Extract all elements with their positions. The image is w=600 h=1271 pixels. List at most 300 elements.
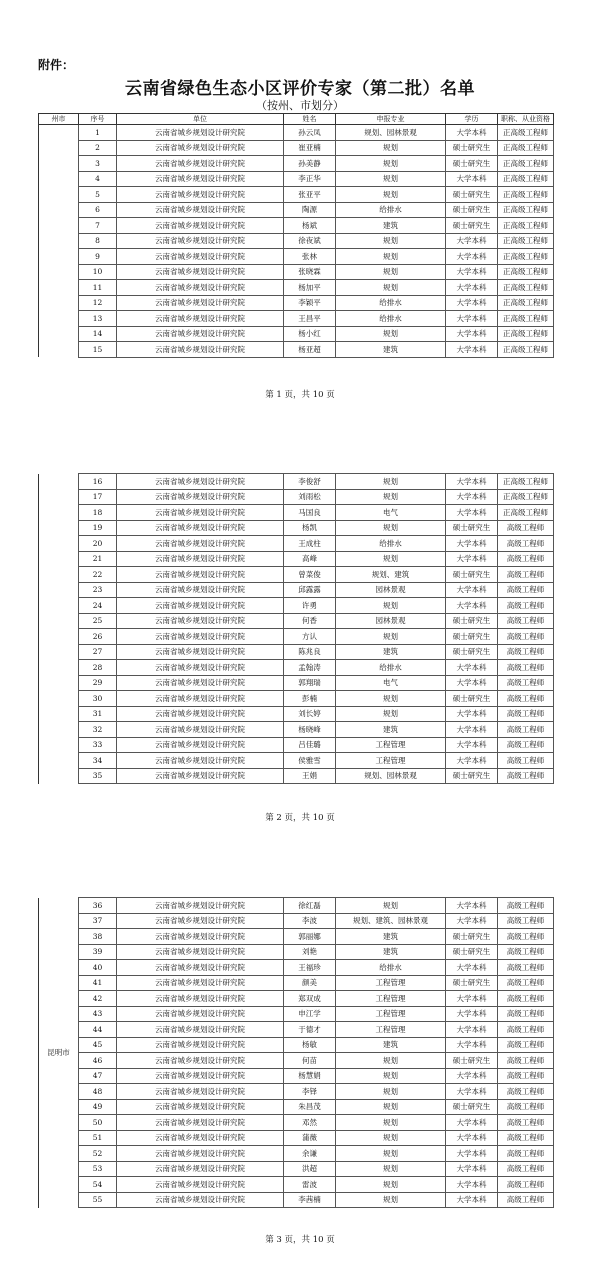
table-row	[39, 249, 554, 265]
seq-cell: 39	[79, 944, 117, 960]
name-cell: 彭楠	[284, 691, 336, 707]
education-cell: 硕士研究生	[446, 567, 498, 583]
title-cell: 正高级工程师	[498, 156, 554, 172]
major-cell: 建筑	[336, 342, 446, 358]
major-cell: 建筑	[336, 1037, 446, 1053]
name-cell: 蒲薇	[284, 1130, 336, 1146]
education-cell: 硕士研究生	[446, 644, 498, 660]
name-cell: 曾菜俊	[284, 567, 336, 583]
unit-cell: 云南省城乡规划设计研究院	[117, 171, 284, 187]
unit-cell: 云南省城乡规划设计研究院	[117, 613, 284, 629]
major-cell: 给排水	[336, 311, 446, 327]
seq-cell: 51	[79, 1130, 117, 1146]
seq-cell: 3	[79, 156, 117, 172]
title-cell: 高级工程师	[498, 898, 554, 914]
education-cell: 大学本科	[446, 598, 498, 614]
name-cell: 许勇	[284, 598, 336, 614]
education-cell: 大学本科	[446, 991, 498, 1007]
title-cell: 正高级工程师	[498, 249, 554, 265]
name-cell: 孙美静	[284, 156, 336, 172]
name-cell: 王成柱	[284, 536, 336, 552]
seq-cell: 16	[79, 474, 117, 490]
name-cell: 郑双成	[284, 991, 336, 1007]
seq-cell: 8	[79, 233, 117, 249]
table-row	[39, 1115, 554, 1131]
seq-cell: 20	[79, 536, 117, 552]
major-cell: 规划	[336, 520, 446, 536]
seq-cell: 11	[79, 280, 117, 296]
major-cell: 规划	[336, 898, 446, 914]
header-major: 申报专业	[336, 114, 446, 125]
unit-cell: 云南省城乡规划设计研究院	[117, 1115, 284, 1131]
unit-cell: 云南省城乡规划设计研究院	[117, 675, 284, 691]
table-row	[39, 629, 554, 645]
title-cell: 正高级工程师	[498, 326, 554, 342]
name-cell: 李茜楠	[284, 1192, 336, 1208]
title-cell: 高级工程师	[498, 1161, 554, 1177]
major-cell: 园林景观	[336, 613, 446, 629]
major-cell: 规划	[336, 1053, 446, 1069]
seq-cell: 21	[79, 551, 117, 567]
major-cell: 规划	[336, 706, 446, 722]
seq-cell: 28	[79, 660, 117, 676]
page-2-table-block	[38, 473, 553, 784]
education-cell: 硕士研究生	[446, 520, 498, 536]
name-cell: 颜美	[284, 975, 336, 991]
education-cell: 硕士研究生	[446, 202, 498, 218]
unit-cell: 云南省城乡规划设计研究院	[117, 753, 284, 769]
seq-cell: 32	[79, 722, 117, 738]
education-cell: 大学本科	[446, 737, 498, 753]
unit-cell: 云南省城乡规划设计研究院	[117, 1161, 284, 1177]
unit-cell: 云南省城乡规划设计研究院	[117, 629, 284, 645]
name-cell: 侯雅雪	[284, 753, 336, 769]
education-cell: 大学本科	[446, 1068, 498, 1084]
seq-cell: 25	[79, 613, 117, 629]
city-cell	[39, 474, 79, 784]
title-cell: 高级工程师	[498, 1146, 554, 1162]
table-row	[39, 675, 554, 691]
table-row	[39, 187, 554, 203]
major-cell: 规划	[336, 156, 446, 172]
table-row	[39, 1192, 554, 1208]
title-cell: 高级工程师	[498, 675, 554, 691]
major-cell: 规划	[336, 326, 446, 342]
education-cell: 大学本科	[446, 1192, 498, 1208]
unit-cell: 云南省城乡规划设计研究院	[117, 1068, 284, 1084]
major-cell: 规划	[336, 1146, 446, 1162]
major-cell: 规划	[336, 187, 446, 203]
seq-cell: 29	[79, 675, 117, 691]
major-cell: 规划	[336, 1068, 446, 1084]
major-cell: 规划	[336, 598, 446, 614]
title-cell: 高级工程师	[498, 1099, 554, 1115]
major-cell: 工程管理	[336, 991, 446, 1007]
title-cell: 正高级工程师	[498, 233, 554, 249]
major-cell: 电气	[336, 505, 446, 521]
education-cell: 硕士研究生	[446, 929, 498, 945]
table-row	[39, 1161, 554, 1177]
seq-cell: 46	[79, 1053, 117, 1069]
seq-cell: 53	[79, 1161, 117, 1177]
table-row	[39, 264, 554, 280]
name-cell: 李俊舒	[284, 474, 336, 490]
name-cell: 马国良	[284, 505, 336, 521]
title-cell: 高级工程师	[498, 551, 554, 567]
name-cell: 张亚平	[284, 187, 336, 203]
table-row	[39, 913, 554, 929]
table-row	[39, 280, 554, 296]
name-cell: 徐红磊	[284, 898, 336, 914]
seq-cell: 36	[79, 898, 117, 914]
table-row	[39, 975, 554, 991]
education-cell: 大学本科	[446, 722, 498, 738]
title-cell: 正高级工程师	[498, 171, 554, 187]
table-row	[39, 233, 554, 249]
name-cell: 孟翰涛	[284, 660, 336, 676]
seq-cell: 2	[79, 140, 117, 156]
education-cell: 大学本科	[446, 326, 498, 342]
major-cell: 规划、园林景观	[336, 125, 446, 141]
table-row	[39, 613, 554, 629]
major-cell: 规划	[336, 264, 446, 280]
seq-cell: 35	[79, 768, 117, 784]
major-cell: 规划	[336, 1192, 446, 1208]
name-cell: 朱昌茂	[284, 1099, 336, 1115]
education-cell: 大学本科	[446, 489, 498, 505]
title-cell: 正高级工程师	[498, 295, 554, 311]
education-cell: 大学本科	[446, 311, 498, 327]
unit-cell: 云南省城乡规划设计研究院	[117, 960, 284, 976]
city-cell: 昆明市	[39, 898, 79, 1208]
name-cell: 陶源	[284, 202, 336, 218]
seq-cell: 49	[79, 1099, 117, 1115]
title-cell: 正高级工程师	[498, 202, 554, 218]
table-row	[39, 218, 554, 234]
table-row	[39, 706, 554, 722]
table-row	[39, 536, 554, 552]
unit-cell: 云南省城乡规划设计研究院	[117, 1099, 284, 1115]
major-cell: 工程管理	[336, 1006, 446, 1022]
page-1-table-block	[38, 113, 553, 358]
title-cell: 高级工程师	[498, 520, 554, 536]
name-cell: 陈兆良	[284, 644, 336, 660]
seq-cell: 31	[79, 706, 117, 722]
title-cell: 高级工程师	[498, 598, 554, 614]
name-cell: 张晓霖	[284, 264, 336, 280]
major-cell: 建筑	[336, 929, 446, 945]
table-row	[39, 202, 554, 218]
title-cell: 高级工程师	[498, 1084, 554, 1100]
seq-cell: 34	[79, 753, 117, 769]
major-cell: 给排水	[336, 536, 446, 552]
education-cell: 大学本科	[446, 474, 498, 490]
name-cell: 何香	[284, 613, 336, 629]
name-cell: 郭翔瑞	[284, 675, 336, 691]
major-cell: 规划	[336, 474, 446, 490]
seq-cell: 44	[79, 1022, 117, 1038]
name-cell: 邓然	[284, 1115, 336, 1131]
title-cell: 高级工程师	[498, 737, 554, 753]
seq-cell: 26	[79, 629, 117, 645]
title-cell: 高级工程师	[498, 1068, 554, 1084]
unit-cell: 云南省城乡规划设计研究院	[117, 311, 284, 327]
unit-cell: 云南省城乡规划设计研究院	[117, 582, 284, 598]
name-cell: 杨凯	[284, 520, 336, 536]
name-cell: 杨斌	[284, 218, 336, 234]
seq-cell: 23	[79, 582, 117, 598]
title-cell: 高级工程师	[498, 536, 554, 552]
title-cell: 正高级工程师	[498, 342, 554, 358]
name-cell: 高峰	[284, 551, 336, 567]
major-cell: 园林景观	[336, 582, 446, 598]
education-cell: 大学本科	[446, 536, 498, 552]
unit-cell: 云南省城乡规划设计研究院	[117, 187, 284, 203]
name-cell: 杨敏	[284, 1037, 336, 1053]
unit-cell: 云南省城乡规划设计研究院	[117, 768, 284, 784]
name-cell: 邱露露	[284, 582, 336, 598]
page-3-table-block	[38, 897, 553, 1208]
unit-cell: 云南省城乡规划设计研究院	[117, 598, 284, 614]
major-cell: 工程管理	[336, 975, 446, 991]
title-cell: 高级工程师	[498, 1130, 554, 1146]
education-cell: 大学本科	[446, 1115, 498, 1131]
title-cell: 高级工程师	[498, 722, 554, 738]
seq-cell: 48	[79, 1084, 117, 1100]
education-cell: 大学本科	[446, 898, 498, 914]
expert-table-page-3	[38, 897, 554, 1208]
education-cell: 大学本科	[446, 1022, 498, 1038]
unit-cell: 云南省城乡规划设计研究院	[117, 202, 284, 218]
education-cell: 大学本科	[446, 249, 498, 265]
name-cell: 余谦	[284, 1146, 336, 1162]
seq-cell: 27	[79, 644, 117, 660]
major-cell: 给排水	[336, 660, 446, 676]
unit-cell: 云南省城乡规划设计研究院	[117, 898, 284, 914]
education-cell: 大学本科	[446, 1130, 498, 1146]
table-row	[39, 1006, 554, 1022]
title-cell: 高级工程师	[498, 1037, 554, 1053]
major-cell: 建筑	[336, 644, 446, 660]
seq-cell: 12	[79, 295, 117, 311]
seq-cell: 14	[79, 326, 117, 342]
table-row	[39, 342, 554, 358]
name-cell: 王昌平	[284, 311, 336, 327]
seq-cell: 1	[79, 125, 117, 141]
unit-cell: 云南省城乡规划设计研究院	[117, 1006, 284, 1022]
table-row	[39, 1037, 554, 1053]
unit-cell: 云南省城乡规划设计研究院	[117, 326, 284, 342]
education-cell: 大学本科	[446, 960, 498, 976]
education-cell: 大学本科	[446, 171, 498, 187]
seq-cell: 10	[79, 264, 117, 280]
education-cell: 大学本科	[446, 342, 498, 358]
name-cell: 杨小红	[284, 326, 336, 342]
unit-cell: 云南省城乡规划设计研究院	[117, 737, 284, 753]
major-cell: 给排水	[336, 202, 446, 218]
title-cell: 高级工程师	[498, 960, 554, 976]
major-cell: 工程管理	[336, 753, 446, 769]
seq-cell: 55	[79, 1192, 117, 1208]
education-cell: 硕士研究生	[446, 140, 498, 156]
seq-cell: 42	[79, 991, 117, 1007]
education-cell: 大学本科	[446, 1146, 498, 1162]
title-cell: 高级工程师	[498, 929, 554, 945]
table-row	[39, 991, 554, 1007]
name-cell: 李铎	[284, 1084, 336, 1100]
name-cell: 杨亚超	[284, 342, 336, 358]
major-cell: 规划	[336, 629, 446, 645]
major-cell: 规划	[336, 1161, 446, 1177]
unit-cell: 云南省城乡规划设计研究院	[117, 1037, 284, 1053]
title-cell: 高级工程师	[498, 691, 554, 707]
unit-cell: 云南省城乡规划设计研究院	[117, 264, 284, 280]
major-cell: 给排水	[336, 295, 446, 311]
unit-cell: 云南省城乡规划设计研究院	[117, 156, 284, 172]
unit-cell: 云南省城乡规划设计研究院	[117, 1177, 284, 1193]
unit-cell: 云南省城乡规划设计研究院	[117, 1053, 284, 1069]
seq-cell: 47	[79, 1068, 117, 1084]
education-cell: 大学本科	[446, 295, 498, 311]
education-cell: 硕士研究生	[446, 218, 498, 234]
name-cell: 李正华	[284, 171, 336, 187]
seq-cell: 43	[79, 1006, 117, 1022]
seq-cell: 22	[79, 567, 117, 583]
unit-cell: 云南省城乡规划设计研究院	[117, 1130, 284, 1146]
table-row	[39, 1146, 554, 1162]
name-cell: 何苗	[284, 1053, 336, 1069]
seq-cell: 52	[79, 1146, 117, 1162]
table-row	[39, 1130, 554, 1146]
expert-table-page-2	[38, 473, 554, 784]
title-cell: 正高级工程师	[498, 125, 554, 141]
unit-cell: 云南省城乡规划设计研究院	[117, 551, 284, 567]
seq-cell: 30	[79, 691, 117, 707]
major-cell: 规划、建筑	[336, 567, 446, 583]
table-header-row	[39, 114, 554, 125]
major-cell: 工程管理	[336, 1022, 446, 1038]
title-cell: 正高级工程师	[498, 311, 554, 327]
unit-cell: 云南省城乡规划设计研究院	[117, 280, 284, 296]
major-cell: 规划、建筑、园林景观	[336, 913, 446, 929]
education-cell: 大学本科	[446, 753, 498, 769]
title-cell: 高级工程师	[498, 567, 554, 583]
title-cell: 正高级工程师	[498, 505, 554, 521]
name-cell: 徐夜斌	[284, 233, 336, 249]
education-cell: 大学本科	[446, 660, 498, 676]
education-cell: 硕士研究生	[446, 156, 498, 172]
header-seq: 序号	[79, 114, 117, 125]
major-cell: 规划	[336, 691, 446, 707]
title-cell: 正高级工程师	[498, 264, 554, 280]
title-cell: 高级工程师	[498, 944, 554, 960]
seq-cell: 33	[79, 737, 117, 753]
title-cell: 高级工程师	[498, 644, 554, 660]
seq-cell: 17	[79, 489, 117, 505]
table-row	[39, 295, 554, 311]
header-city: 州市	[39, 114, 79, 125]
seq-cell: 37	[79, 913, 117, 929]
unit-cell: 云南省城乡规划设计研究院	[117, 249, 284, 265]
education-cell: 硕士研究生	[446, 1099, 498, 1115]
education-cell: 大学本科	[446, 125, 498, 141]
unit-cell: 云南省城乡规划设计研究院	[117, 233, 284, 249]
title-cell: 正高级工程师	[498, 140, 554, 156]
unit-cell: 云南省城乡规划设计研究院	[117, 125, 284, 141]
education-cell: 大学本科	[446, 264, 498, 280]
title-cell: 正高级工程师	[498, 280, 554, 296]
title-cell: 高级工程师	[498, 1115, 554, 1131]
unit-cell: 云南省城乡规划设计研究院	[117, 1146, 284, 1162]
header-education: 学历	[446, 114, 498, 125]
table-row	[39, 691, 554, 707]
page-footer-1: 第 1 页，共 10 页	[265, 390, 335, 400]
unit-cell: 云南省城乡规划设计研究院	[117, 505, 284, 521]
title-cell: 高级工程师	[498, 768, 554, 784]
header-title: 职称、从业资格	[498, 114, 554, 125]
document-title: 云南省绿色生态小区评价专家（第二批）名单	[125, 79, 475, 99]
table-row	[39, 944, 554, 960]
name-cell: 孙云凤	[284, 125, 336, 141]
unit-cell: 云南省城乡规划设计研究院	[117, 1022, 284, 1038]
title-cell: 高级工程师	[498, 991, 554, 1007]
major-cell: 规划	[336, 280, 446, 296]
title-cell: 正高级工程师	[498, 218, 554, 234]
table-row	[39, 768, 554, 784]
name-cell: 刘长婷	[284, 706, 336, 722]
seq-cell: 5	[79, 187, 117, 203]
major-cell: 规划	[336, 1099, 446, 1115]
unit-cell: 云南省城乡规划设计研究院	[117, 536, 284, 552]
education-cell: 大学本科	[446, 1006, 498, 1022]
seq-cell: 9	[79, 249, 117, 265]
education-cell: 大学本科	[446, 1177, 498, 1193]
name-cell: 申江学	[284, 1006, 336, 1022]
name-cell: 杨晓峰	[284, 722, 336, 738]
city-cell	[39, 125, 79, 358]
education-cell: 硕士研究生	[446, 768, 498, 784]
title-cell: 高级工程师	[498, 975, 554, 991]
unit-cell: 云南省城乡规划设计研究院	[117, 342, 284, 358]
attachment-label: 附件：	[38, 58, 75, 72]
unit-cell: 云南省城乡规划设计研究院	[117, 295, 284, 311]
education-cell: 大学本科	[446, 551, 498, 567]
unit-cell: 云南省城乡规划设计研究院	[117, 644, 284, 660]
seq-cell: 54	[79, 1177, 117, 1193]
education-cell: 大学本科	[446, 913, 498, 929]
table-row	[39, 1068, 554, 1084]
seq-cell: 15	[79, 342, 117, 358]
title-cell: 高级工程师	[498, 660, 554, 676]
name-cell: 于德才	[284, 1022, 336, 1038]
table-row	[39, 644, 554, 660]
name-cell: 郭丽娜	[284, 929, 336, 945]
name-cell: 崔亚楠	[284, 140, 336, 156]
title-cell: 高级工程师	[498, 1177, 554, 1193]
unit-cell: 云南省城乡规划设计研究院	[117, 722, 284, 738]
name-cell: 洪超	[284, 1161, 336, 1177]
table-row	[39, 140, 554, 156]
table-row	[39, 311, 554, 327]
table-row	[39, 582, 554, 598]
table-row	[39, 1099, 554, 1115]
unit-cell: 云南省城乡规划设计研究院	[117, 991, 284, 1007]
table-row	[39, 156, 554, 172]
unit-cell: 云南省城乡规划设计研究院	[117, 913, 284, 929]
table-row	[39, 1022, 554, 1038]
title-cell: 高级工程师	[498, 913, 554, 929]
unit-cell: 云南省城乡规划设计研究院	[117, 489, 284, 505]
